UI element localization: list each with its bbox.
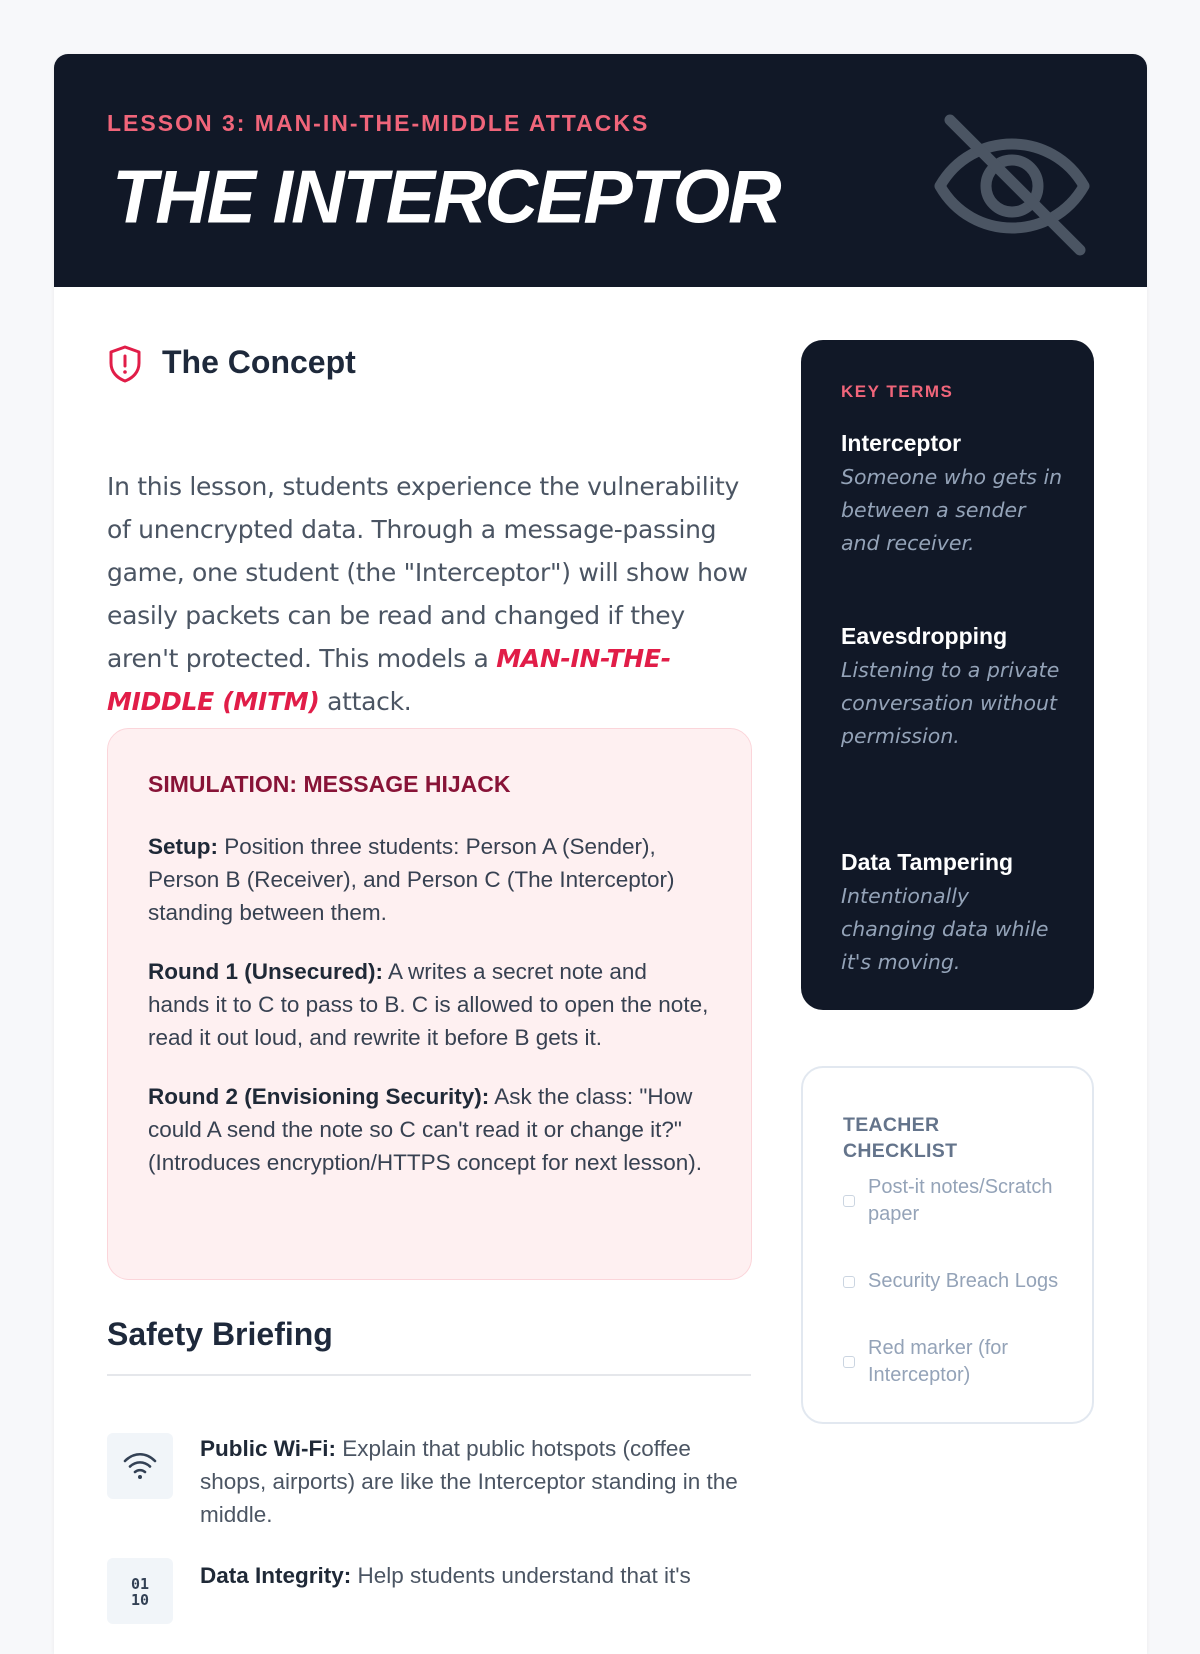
checkbox[interactable]	[843, 1195, 855, 1207]
concept-emphasis: MAN-IN-THE-MIDDLE (MITM)	[107, 644, 671, 716]
key-term-name: Eavesdropping	[841, 623, 1008, 649]
safety-item-text: Explain that public hotspots (coffee shops, airports) are like the Interceptor standing in the middle.	[200, 1436, 738, 1527]
simulation-step	[148, 830, 711, 929]
safety-item-integrity	[200, 1559, 760, 1592]
key-term-name: Data Tampering	[841, 849, 1014, 875]
simulation-step	[148, 955, 711, 1054]
key-term-name: Interceptor	[841, 430, 962, 456]
key-terms-panel	[801, 340, 1094, 1010]
key-terms-label: KEY TERMS	[841, 382, 954, 401]
concept-paragraph	[107, 465, 757, 723]
safety-item-text: Help students understand that it's	[351, 1563, 691, 1588]
lesson-title: THE INTERCEPTOR	[112, 154, 780, 239]
simulation-step-label: Setup:	[148, 834, 218, 859]
safety-item-wifi	[200, 1432, 760, 1531]
key-term	[841, 623, 1066, 753]
checklist-item-label: Security Breach Logs	[868, 1270, 1059, 1292]
checklist-title: TEACHER CHECKLIST	[843, 1114, 958, 1162]
wifi-icon	[107, 1433, 173, 1499]
simulation-step	[148, 1080, 711, 1179]
lesson-card	[54, 54, 1147, 1654]
binary-icon-glyph: 01 10	[130, 1575, 150, 1609]
key-term	[841, 849, 1066, 979]
key-term-definition: Intentionally changing data while it's moving.	[841, 884, 1049, 974]
simulation-step-label: Round 1 (Unsecured):	[148, 959, 384, 984]
safety-item-label: Public Wi-Fi:	[200, 1436, 337, 1461]
key-term-definition: Listening to a private conversation without permission.	[841, 658, 1060, 748]
simulation-box	[107, 728, 752, 1280]
simulation-step-text: Position three students: Person A (Sender), Person B (Receiver), and Person C (The Interceptor) standing between them.	[148, 834, 675, 925]
safety-divider	[107, 1374, 751, 1376]
key-term-definition: Someone who gets in between a sender and receiver.	[841, 465, 1063, 555]
concept-heading: The Concept	[162, 344, 356, 380]
checklist-item-label: Red marker (for Interceptor)	[868, 1337, 1009, 1386]
concept-text-after: attack.	[319, 687, 412, 716]
simulation-step-text: Ask the class: "How could A send the note so C can't read it or change it?" (Introduces encryption/HTTPS concept for next lesson).	[148, 1084, 702, 1175]
simulation-step-label: Round 2 (Envisioning Security):	[148, 1084, 490, 1109]
lesson-header	[54, 54, 1147, 287]
binary-icon	[107, 1558, 173, 1624]
checklist-item-label: Post-it notes/Scratch paper	[868, 1176, 1053, 1225]
lesson-eyebrow: LESSON 3: MAN-IN-THE-MIDDLE ATTACKS	[107, 110, 650, 136]
checklist-item[interactable]	[843, 1268, 1073, 1295]
checklist-item[interactable]	[843, 1174, 1073, 1228]
shield-alert-icon	[107, 344, 143, 384]
checkbox[interactable]	[843, 1276, 855, 1288]
simulation-title: SIMULATION: MESSAGE HIJACK	[148, 771, 511, 797]
checkbox[interactable]	[843, 1356, 855, 1368]
key-term	[841, 430, 1066, 560]
teacher-checklist	[801, 1066, 1094, 1424]
safety-heading: Safety Briefing	[107, 1316, 333, 1352]
concept-text-before: In this lesson, students experience the vulnerability of unencrypted data. Through a message-passing game, one student (the "Interceptor") will show how easily packets can be read and changed if they aren't protected. This models a	[107, 472, 748, 673]
checklist-item[interactable]	[843, 1335, 1073, 1389]
safety-item-label: Data Integrity:	[200, 1563, 352, 1588]
eye-off-icon	[932, 110, 1092, 270]
simulation-step-text: A writes a secret note and hands it to C to pass to B. C is allowed to open the note, read it out loud, and rewrite it before B gets it.	[148, 959, 709, 1050]
